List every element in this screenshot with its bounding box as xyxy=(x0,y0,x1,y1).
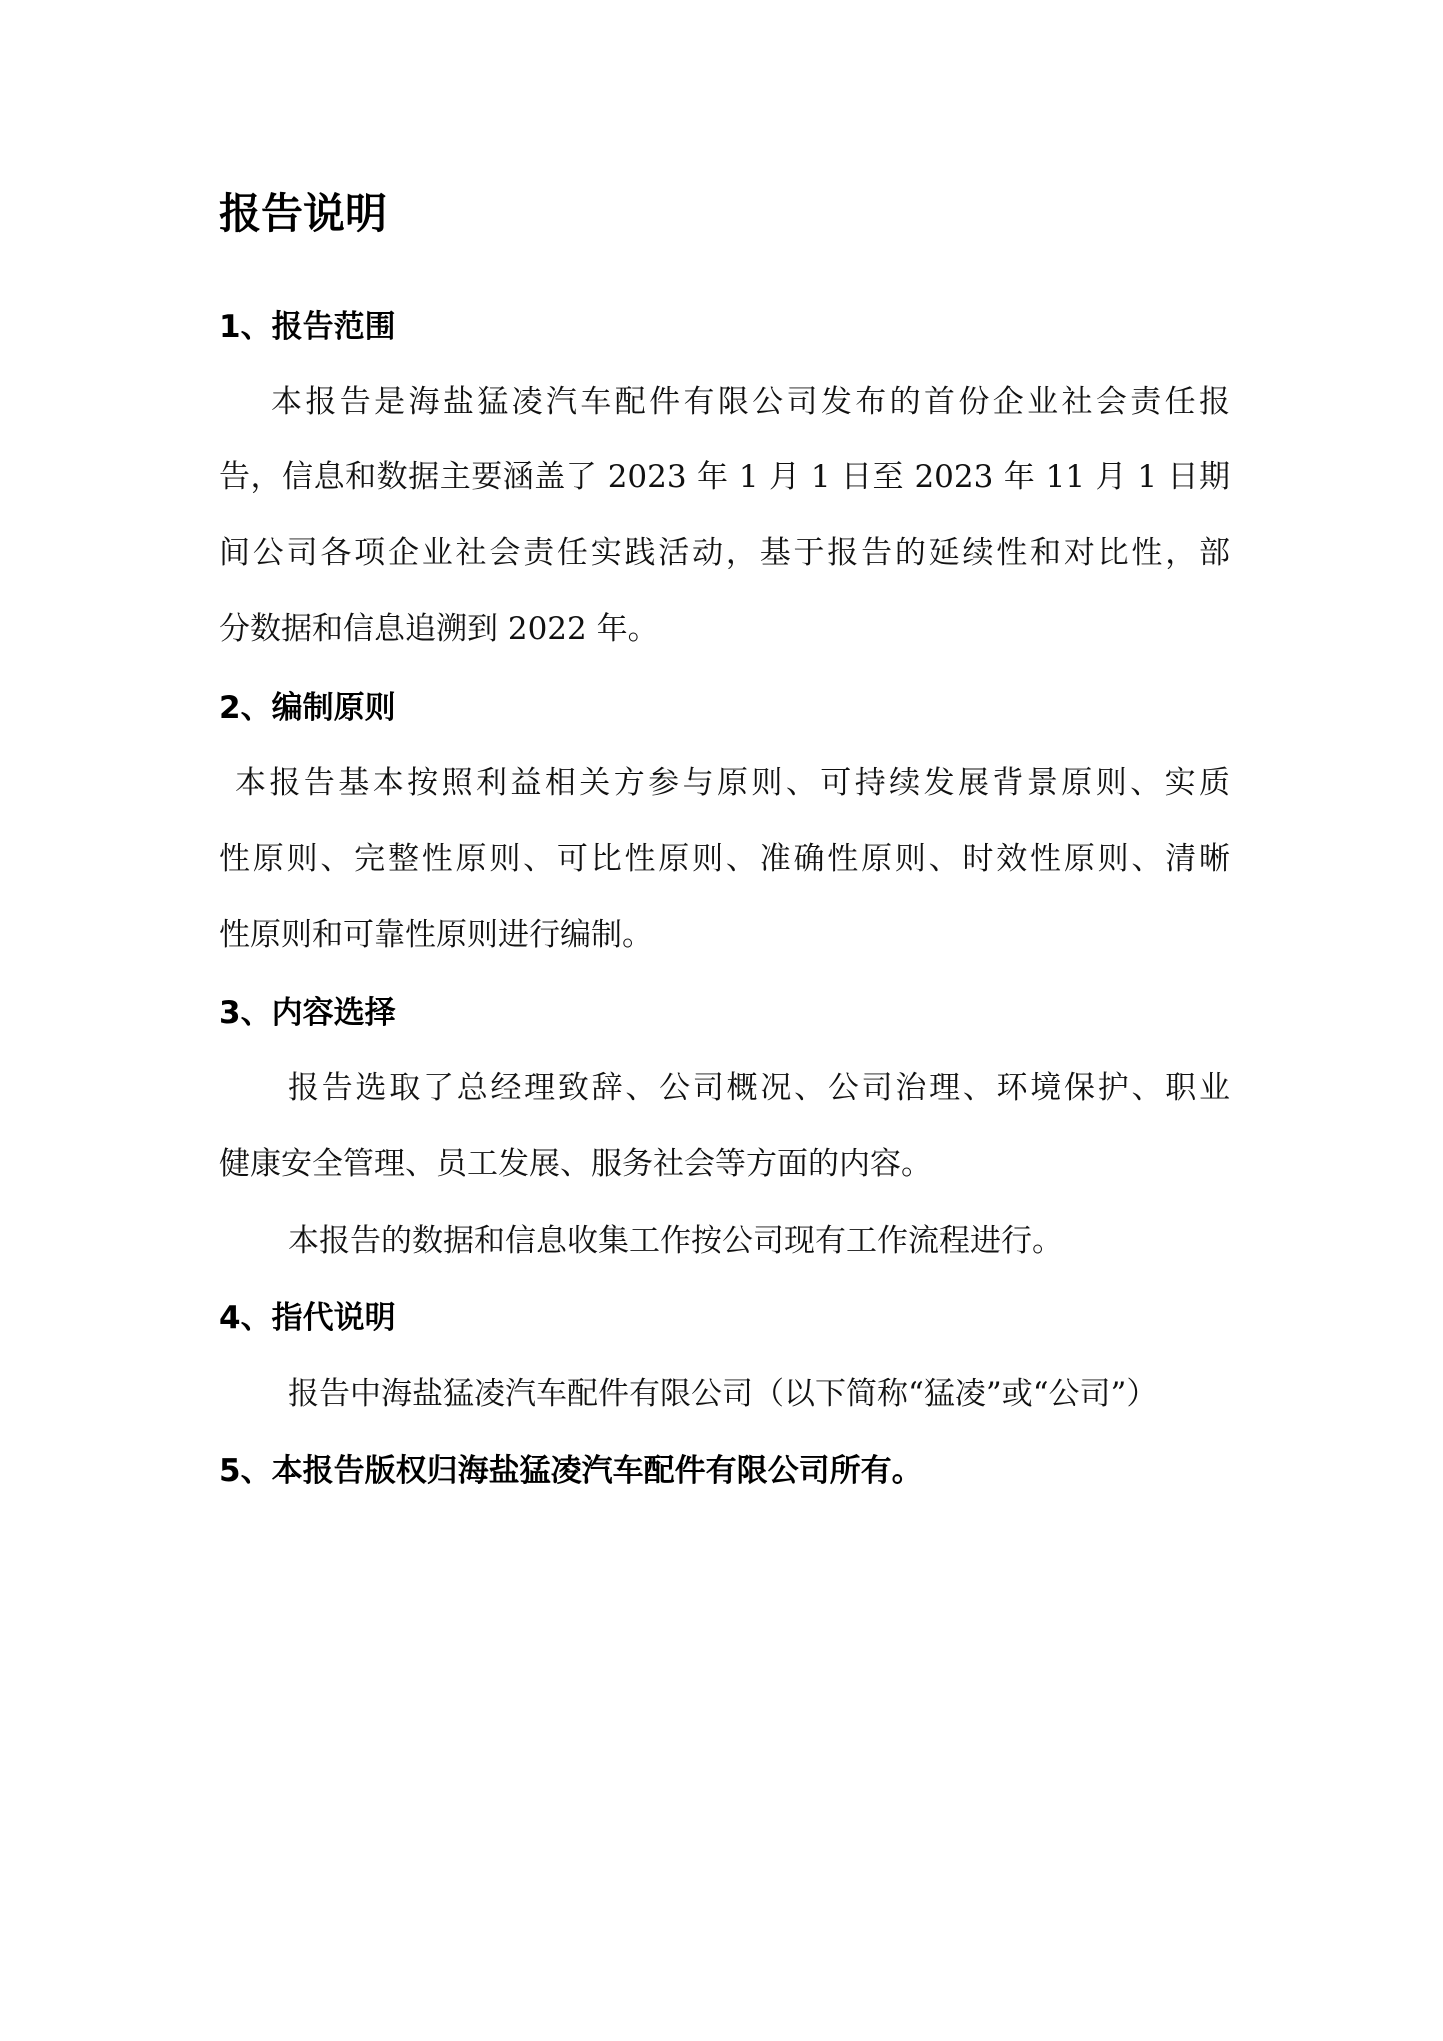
paragraph-line: 间公司各项企业社会责任实践活动，基于报告的延续性和对比性，部 xyxy=(219,535,1230,571)
section-heading-scope: 1、报告范围 xyxy=(219,309,396,345)
page-title: 报告说明 xyxy=(219,189,388,238)
paragraph-line: 健康安全管理、员工发展、服务社会等方面的内容。 xyxy=(219,1146,932,1182)
paragraph-line: 性原则和可靠性原则进行编制。 xyxy=(219,917,653,953)
paragraph-line: 本报告的数据和信息收集工作按公司现有工作流程进行。 xyxy=(288,1223,1063,1259)
paragraph-line: 分数据和信息追溯到 2022 年。 xyxy=(219,611,659,647)
section-heading-references: 4、指代说明 xyxy=(219,1300,396,1336)
paragraph-line: 报告中海盐猛凌汽车配件有限公司（以下简称“猛凌”或“公司”） xyxy=(288,1376,1158,1412)
section-heading-principles: 2、编制原则 xyxy=(219,690,396,726)
section-heading-copyright: 5、本报告版权归海盐猛凌汽车配件有限公司所有。 xyxy=(219,1453,923,1489)
paragraph-line: 报告选取了总经理致辞、公司概况、公司治理、环境保护、职业 xyxy=(288,1070,1230,1106)
section-heading-content: 3、内容选择 xyxy=(219,995,396,1031)
paragraph-line: 本报告基本按照利益相关方参与原则、可持续发展背景原则、实质 xyxy=(235,765,1230,801)
paragraph-line: 性原则、完整性原则、可比性原则、准确性原则、时效性原则、清晰 xyxy=(219,841,1230,877)
paragraph-line: 告，信息和数据主要涵盖了 2023 年 1 月 1 日至 2023 年 11 月 1 日期 xyxy=(219,459,1230,495)
paragraph-line: 本报告是海盐猛凌汽车配件有限公司发布的首份企业社会责任报 xyxy=(271,384,1230,420)
